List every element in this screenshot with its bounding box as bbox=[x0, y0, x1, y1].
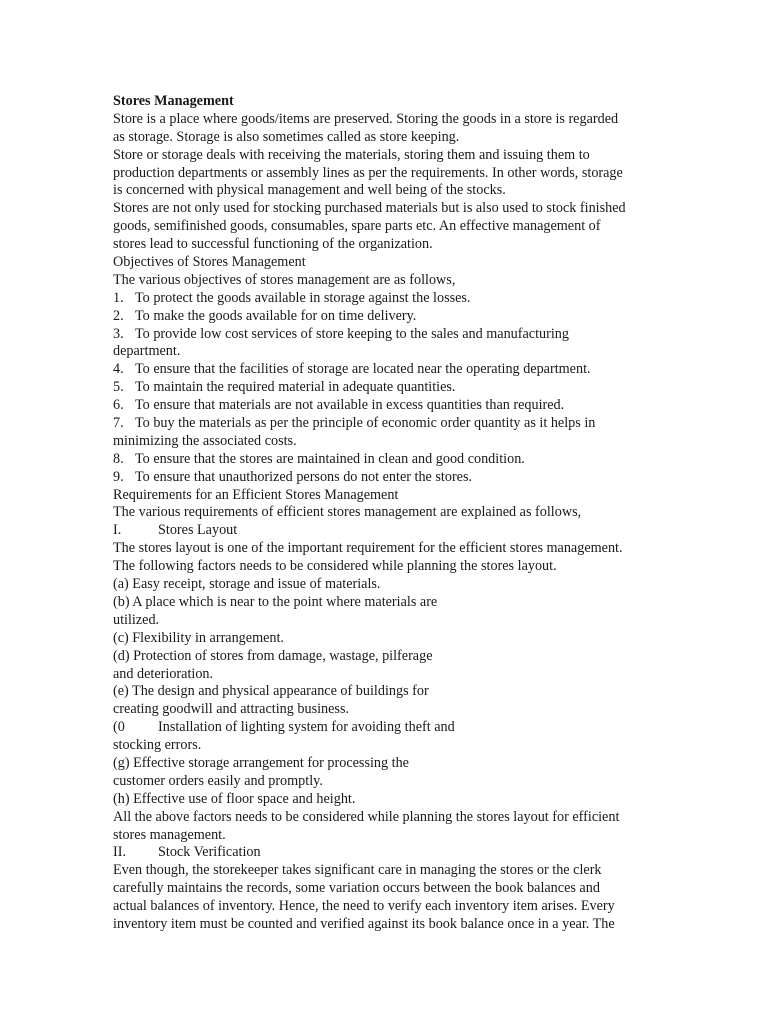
objectives-heading: Objectives of Stores Management bbox=[113, 254, 306, 271]
section-number: I. bbox=[113, 522, 122, 539]
list-text: To make the goods available for on time delivery. bbox=[135, 307, 417, 324]
factor-item-continuation: customer orders easily and promptly. bbox=[113, 772, 323, 789]
factor-item: (c) Flexibility in arrangement. bbox=[113, 629, 284, 646]
list-item bbox=[113, 469, 713, 487]
factor-item: (b) A place which is near to the point where materials are bbox=[113, 593, 438, 610]
list-number: 3. bbox=[113, 325, 124, 342]
list-item bbox=[113, 308, 713, 326]
requirements-heading: Requirements for an Efficient Stores Management bbox=[113, 486, 399, 503]
list-item bbox=[113, 290, 713, 308]
list-item-continuation: department. bbox=[113, 343, 181, 360]
list-number: 7. bbox=[113, 415, 124, 432]
list-number: 2. bbox=[113, 307, 124, 324]
list-number: 5. bbox=[113, 379, 124, 396]
text-line: inventory item must be counted and verified against its book balance once in a year. The bbox=[113, 915, 615, 932]
objectives-list bbox=[113, 290, 713, 487]
list-number: 8. bbox=[113, 450, 124, 467]
factor-label: (0 bbox=[113, 719, 125, 736]
factor-item-continuation: stocking errors. bbox=[113, 737, 202, 754]
text-line: Store is a place where goods/items are preserved. Storing the goods in a store is regarded bbox=[113, 110, 619, 127]
text-line: goods, semifinished goods, consumables, spare parts etc. An effective management of bbox=[113, 218, 601, 235]
text-line: production departments or assembly lines as per the requirements. In other words, storage bbox=[113, 164, 623, 181]
text-line: as storage. Storage is also sometimes called as store keeping. bbox=[113, 128, 460, 145]
section-number: II. bbox=[113, 844, 126, 861]
text-line: stores lead to successful functioning of the organization. bbox=[113, 236, 433, 253]
list-text: To ensure that the facilities of storage are located near the operating department. bbox=[135, 361, 591, 378]
list-item bbox=[113, 397, 713, 415]
factor-item-continuation: and deterioration. bbox=[113, 665, 214, 682]
stock-verification-body bbox=[113, 862, 713, 934]
list-item-continuation: minimizing the associated costs. bbox=[113, 432, 297, 449]
text-line: stores management. bbox=[113, 826, 226, 843]
text-line: is concerned with physical management and well being of the stocks. bbox=[113, 182, 506, 199]
factor-item: (e) The design and physical appearance of buildings for bbox=[113, 683, 429, 700]
list-item bbox=[113, 451, 713, 469]
factor-text: Installation of lighting system for avoiding theft and bbox=[158, 719, 455, 736]
text-line: The stores layout is one of the important requirement for the efficient stores management. bbox=[113, 540, 623, 557]
text-line: Store or storage deals with receiving the materials, storing them and issuing them to bbox=[113, 146, 590, 163]
text-line: All the above factors needs to be considered while planning the stores layout for efficient bbox=[113, 808, 620, 825]
list-text: To buy the materials as per the principle of economic order quantity as it helps in bbox=[135, 415, 596, 432]
list-number: 6. bbox=[113, 397, 124, 414]
intro-paragraph bbox=[113, 111, 713, 290]
list-item bbox=[113, 415, 713, 433]
text-line: Even though, the storekeeper takes significant care in managing the stores or the clerk bbox=[113, 862, 602, 879]
list-text: To ensure that the stores are maintained in clean and good condition. bbox=[135, 450, 525, 467]
text-line: The various objectives of stores management are as follows, bbox=[113, 271, 456, 288]
text-line: The following factors needs to be considered while planning the stores layout. bbox=[113, 558, 557, 575]
requirements-intro: The various requirements of efficient stores management are explained as follows, bbox=[113, 504, 582, 521]
list-text: To ensure that materials are not available in excess quantities than required. bbox=[135, 397, 565, 414]
list-item bbox=[113, 361, 713, 379]
section-heading-stores-layout bbox=[113, 522, 713, 540]
text-line: carefully maintains the records, some variation occurs between the book balances and bbox=[113, 880, 600, 897]
section-title: Stock Verification bbox=[158, 844, 261, 861]
list-number: 4. bbox=[113, 361, 124, 378]
document-title: Stores Management bbox=[113, 93, 234, 109]
section-title: Stores Layout bbox=[158, 522, 238, 539]
list-item bbox=[113, 379, 713, 397]
list-text: To provide low cost services of store keeping to the sales and manufacturing bbox=[135, 325, 569, 342]
document-page bbox=[113, 93, 713, 934]
list-text: To ensure that unauthorized persons do not enter the stores. bbox=[135, 468, 473, 485]
factor-item: (d) Protection of stores from damage, wastage, pilferage bbox=[113, 647, 433, 664]
factor-item: (h) Effective use of floor space and height. bbox=[113, 790, 356, 807]
text-line: Stores are not only used for stocking purchased materials but is also used to stock finished bbox=[113, 200, 626, 217]
section-heading-stock-verification bbox=[113, 844, 713, 862]
list-text: To protect the goods available in storage against the losses. bbox=[135, 289, 471, 306]
stores-layout-body bbox=[113, 540, 713, 844]
factor-item: (g) Effective storage arrangement for processing the bbox=[113, 754, 409, 771]
factor-item-continuation: creating goodwill and attracting business. bbox=[113, 701, 350, 718]
list-text: To maintain the required material in adequate quantities. bbox=[135, 379, 456, 396]
text-line: actual balances of inventory. Hence, the need to verify each inventory item arises. Every bbox=[113, 898, 615, 915]
list-item bbox=[113, 326, 713, 344]
list-number: 9. bbox=[113, 468, 124, 485]
factor-item: (a) Easy receipt, storage and issue of materials. bbox=[113, 576, 381, 593]
factor-item-continuation: utilized. bbox=[113, 611, 160, 628]
factor-item bbox=[113, 719, 713, 737]
list-number: 1. bbox=[113, 289, 124, 306]
